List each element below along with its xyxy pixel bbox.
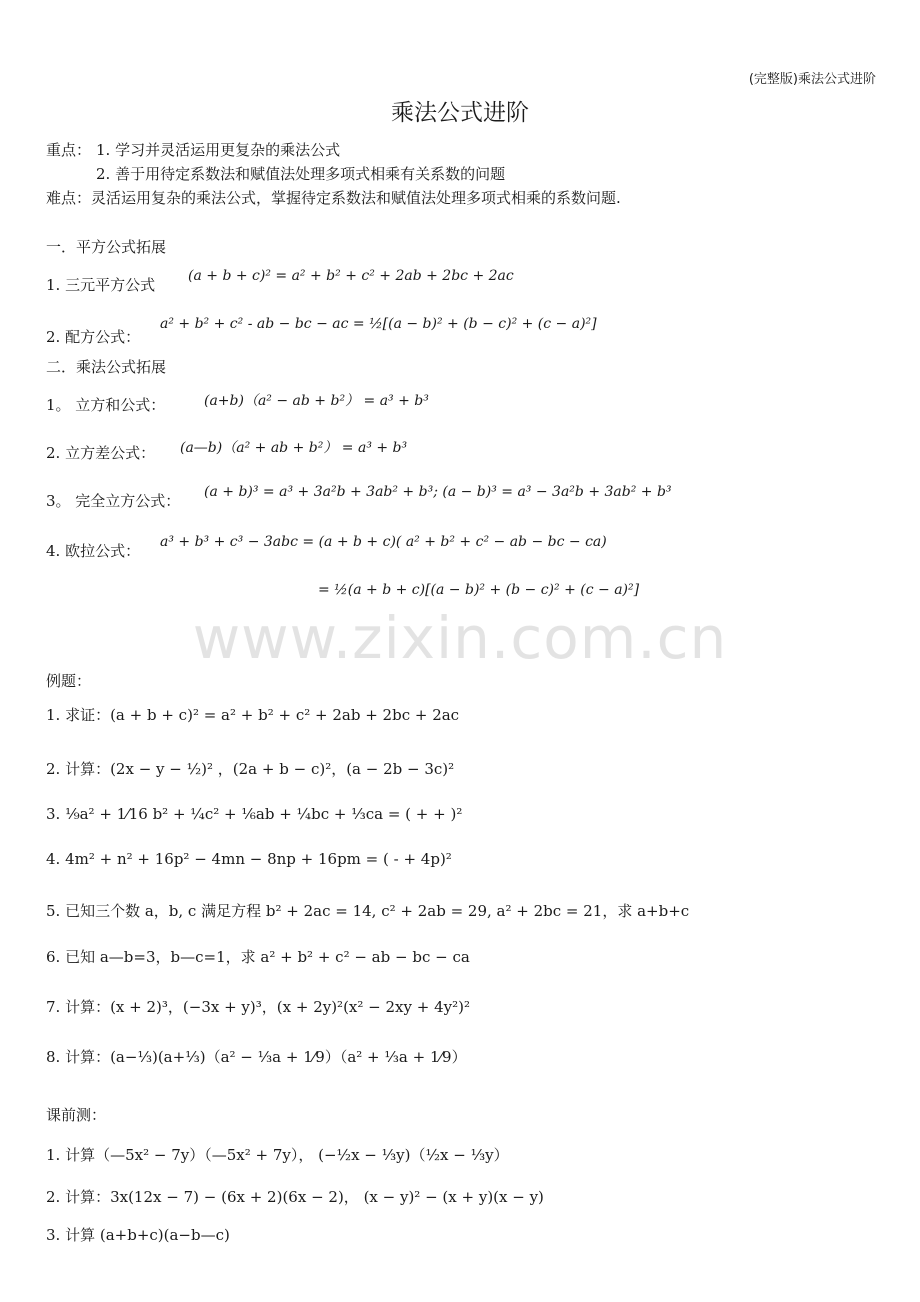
s1-line2-math: a² + b² + c² - ab − bc − ac = ½[(a − b)² + (b − c)² + (c − a)²]: [160, 316, 597, 332]
s1-line2-label: 2. 配方公式：: [46, 328, 141, 346]
s2-line1-math: (a+b)（a² − ab + b²） = a³ + b³: [204, 393, 429, 409]
pretest-2: 2. 计算：3x(12x − 7) − (6x + 2)(6x − 2)， (x − y)² − (x + y)(x − y): [46, 1188, 544, 1206]
example-8: 8. 计算：(a−⅓)(a+⅓)（a² − ⅓a + 1⁄9）（a² + ⅓a + 1⁄9）: [46, 1048, 467, 1066]
example-2: 2. 计算：(2x − y − ½)² ，(2a + b − c)²，(a − 2b − 3c)²: [46, 760, 455, 778]
pretest-3: 3. 计算 (a+b+c)(a−b—c): [46, 1226, 230, 1244]
difficulty: 难点：灵活运用复杂的乘法公式，掌握待定系数法和赋值法处理多项式相乘的系数问题.: [46, 189, 621, 207]
pretest-1: 1. 计算（—5x² − 7y）（—5x² + 7y）， (−½x − ⅓y)（½x − ⅓y）: [46, 1146, 509, 1164]
s2-line2-label: 2. 立方差公式：: [46, 444, 156, 462]
section2-heading: 二．乘法公式拓展: [46, 358, 167, 376]
s2-line3-label: 3。 完全立方公式：: [46, 492, 181, 510]
section1-heading: 一．平方公式拓展: [46, 238, 167, 256]
example-7: 7. 计算：(x + 2)³，(−3x + y)³，(x + 2y)²(x² − 2xy + 4y²)²: [46, 998, 470, 1016]
key-point-1: 1. 学习并灵活运用更复杂的乘法公式: [96, 141, 341, 159]
s1-line1-math: (a + b + c)² = a² + b² + c² + 2ab + 2bc + 2ac: [188, 268, 514, 284]
key-point-2: 2. 善于用待定系数法和赋值法处理多项式相乘有关系数的问题: [96, 165, 506, 183]
key-points-label: 重点：: [46, 141, 92, 159]
example-4: 4. 4m² + n² + 16p² − 4mn − 8np + 16pm = ( - + 4p)²: [46, 850, 452, 868]
pretest-heading: 课前测：: [46, 1106, 107, 1124]
watermark: www.zixin.com.cn: [192, 604, 728, 672]
s2-line2-math: (a—b)（a² + ab + b²） = a³ + b³: [180, 440, 408, 456]
page-title: 乘法公式进阶: [391, 100, 529, 126]
s2-line3-math: (a + b)³ = a³ + 3a²b + 3ab² + b³; (a − b)³ = a³ − 3a²b + 3ab² + b³: [204, 484, 672, 500]
s1-line1-label: 1. 三元平方公式: [46, 276, 156, 294]
examples-heading: 例题：: [46, 672, 92, 690]
s2-line4-math: a³ + b³ + c³ − 3abc = (a + b + c)( a² + b² + c² − ab − bc − ca): [160, 534, 607, 550]
s2-line1-label: 1。 立方和公式：: [46, 396, 166, 414]
s2-line4-label: 4. 欧拉公式：: [46, 542, 141, 560]
example-3: 3. ⅑a² + 1⁄16 b² + ¼c² + ⅙ab + ¼bc + ⅓ca = ( + + )²: [46, 805, 463, 823]
page-header: (完整版)乘法公式进阶: [748, 72, 876, 87]
s2-line5-math: = ½(a + b + c)[(a − b)² + (b − c)² + (c − a)²]: [318, 582, 640, 598]
example-6: 6. 已知 a—b=3，b—c=1，求 a² + b² + c² − ab − bc − ca: [46, 948, 470, 966]
example-1: 1. 求证：(a + b + c)² = a² + b² + c² + 2ab + 2bc + 2ac: [46, 706, 460, 724]
example-5: 5. 已知三个数 a，b, c 满足方程 b² + 2ac = 14, c² + 2ab = 29, a² + 2bc = 21，求 a+b+c: [46, 902, 690, 920]
